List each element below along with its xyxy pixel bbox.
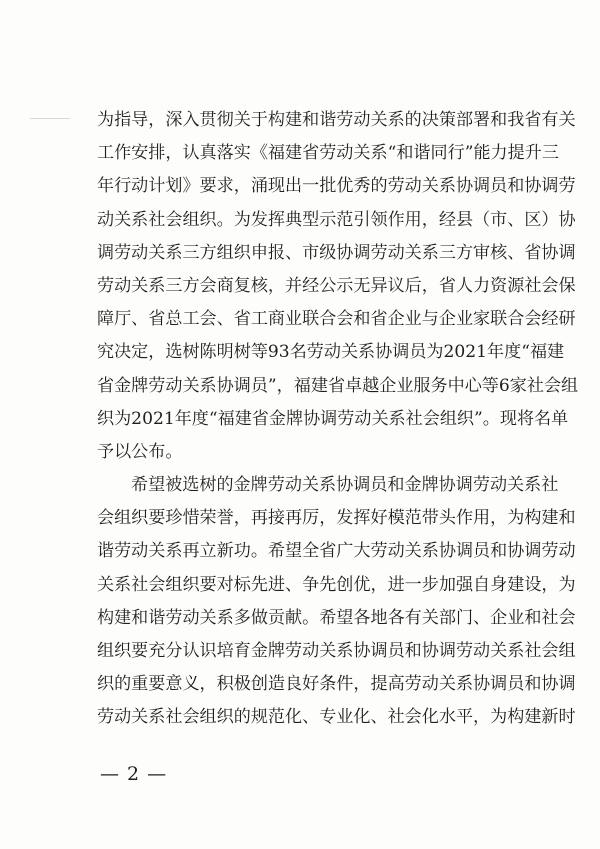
paragraph-2: [97, 469, 576, 735]
text-line: 障厅、省总工会、省工商业联合会和省企业与企业家联合会经研: [97, 309, 576, 330]
text-line: 劳动关系社会组织的规范化、专业化、社会化水平，为构建新时: [97, 707, 576, 728]
text-line: 谐劳动关系再立新功。希望全省广大劳动关系协调员和协调劳动: [97, 541, 576, 562]
text-line: 动关系社会组织。为发挥典型示范引领作用，经县（市、区）协: [97, 209, 576, 230]
text-line: 年行动计划》要求，涌现出一批优秀的劳动关系协调员和协调劳: [97, 176, 576, 197]
text-line: 织为2021年度“福建省金牌协调劳动关系社会组织”。现将名单: [97, 408, 569, 429]
scan-artifact-line: [30, 118, 70, 119]
text-line: 劳动关系三方会商复核，并经公示无异议后，省人力资源社会保: [97, 275, 576, 296]
text-line: 会组织要珍惜荣誉，再接再厉，发挥好模范带头作用，为构建和: [97, 508, 576, 529]
document-body: [97, 104, 579, 735]
text-line: 究决定，选树陈明树等93名劳动关系协调员为2021年度“福建: [97, 342, 565, 363]
text-line: 调劳动关系三方组织申报、市级协调劳动关系三方审核、省协调: [97, 242, 576, 263]
paragraph-1: [97, 104, 579, 469]
text-line: 组织要充分认识培育金牌劳动关系协调员和协调劳动关系社会组: [97, 641, 576, 661]
text-line: 工作安排，认真落实《福建省劳动关系“和谐同行”能力提升三: [97, 143, 559, 164]
text-line: 希望被选树的金牌劳动关系协调员和金牌协调劳动关系社: [131, 475, 559, 496]
text-line: 织的重要意义，积极创造良好条件，提高劳动关系协调员和协调: [97, 674, 576, 695]
text-line: 为指导，深入贯彻关于构建和谐劳动关系的决策部署和我省有关: [97, 110, 576, 130]
text-line: 予以公布。: [97, 441, 183, 462]
text-line: 省金牌劳动关系协调员”，福建省卓越企业服务中心等6家社会组: [97, 375, 579, 396]
page-number: — 2 —: [100, 763, 168, 785]
text-line: 构建和谐劳动关系多做贡献。希望各地各有关部门、企业和社会: [97, 607, 576, 628]
text-line: 关系社会组织要对标先进、争先创优，进一步加强自身建设，为: [97, 574, 576, 595]
